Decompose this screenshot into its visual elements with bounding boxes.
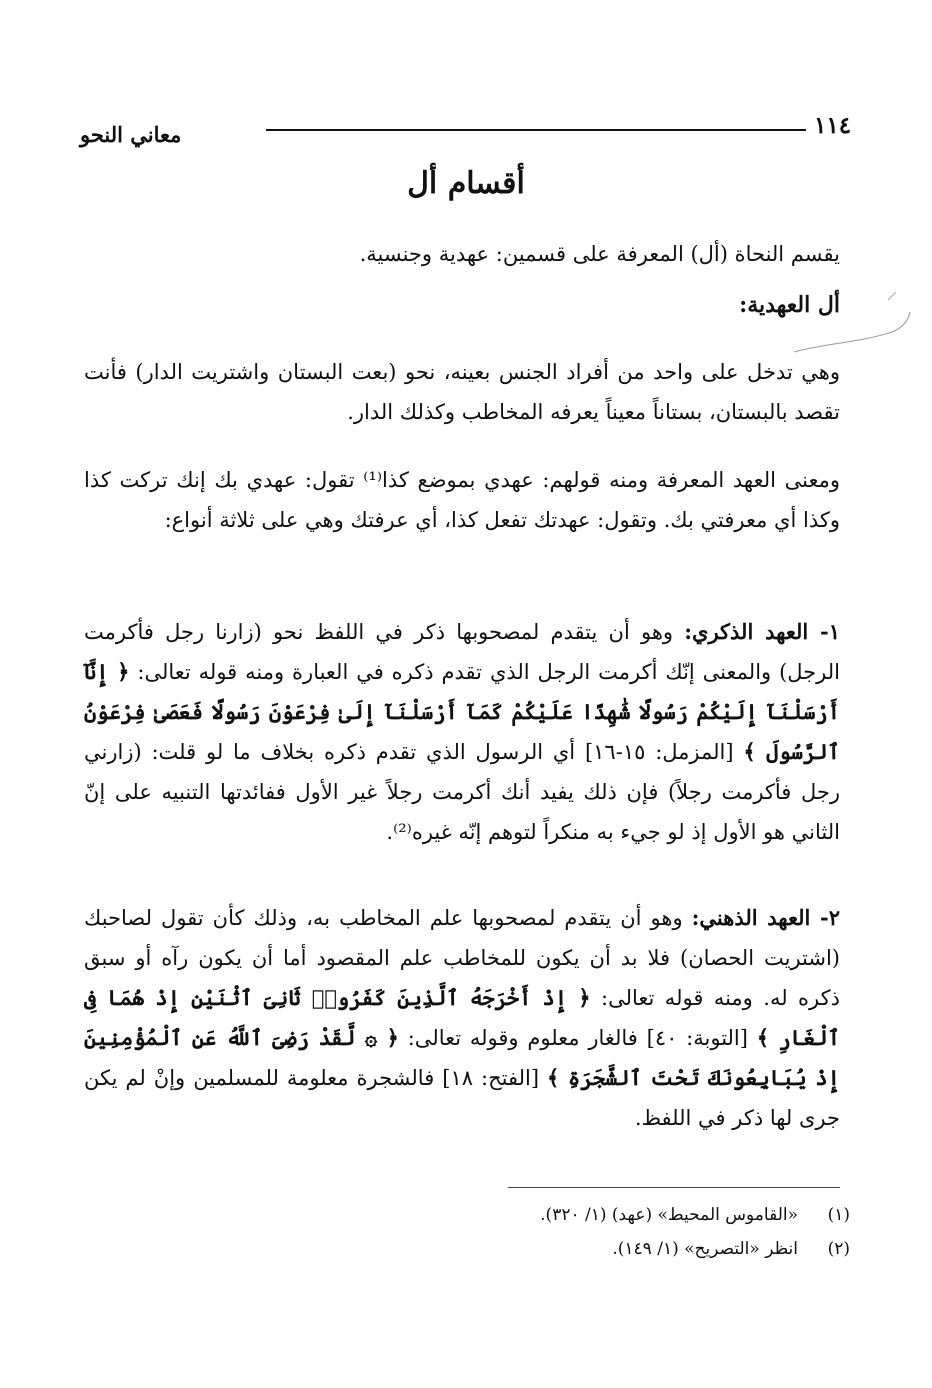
item-2-label: ٢- العهد الذهني:	[691, 905, 840, 930]
item-1-text-b: [المزمل: ١٥-١٦] أي الرسول الذي تقدم ذكره بخلاف ما لو قلت: (زارني رجل فأكرمت رجلاً) فإن ذلك يفيد أنك أكرمت رجلاً غير الأول ففائدتها التنبيه على إنّ الثاني هو الأول إذ لو جيء به منكراً لتوهم إنّه غيره⁽²⁾.	[84, 740, 840, 844]
subheading: أل العهدية:	[739, 292, 840, 318]
footnotes	[90, 1198, 850, 1266]
paragraph-1: وهي تدخل على واحد من أفراد الجنس بعينه، نحو (بعت البستان واشتريت الدار) فأنت تقصد بالبستان، بستاناً معيناً يعرفه المخاطب وكذلك الدار.	[84, 360, 840, 424]
running-title: معاني النحو	[80, 122, 182, 147]
footnote-2	[90, 1232, 850, 1266]
item-2-paragraph	[84, 898, 840, 1138]
item-2-text-a: وهو أن يتقدم لمصحوبها علم المخاطب به، وذلك كأن تقول لصاحبك (اشتريت الحصان) فلا بد أن يكون للمخاطب علم المقصود أما أن يكون رآه أو سبق ذكره له. ومنه قوله تعالى:	[84, 906, 840, 1010]
footnote-number: (١)	[827, 1205, 850, 1225]
footnote-text: «القاموس المحيط» (عهد) (١/ ٣٢٠).	[540, 1205, 798, 1225]
page-number: ١١٤	[814, 112, 852, 139]
item-2-text-b: [التوبة: ٤٠] فالغار معلوم وقوله تعالى:	[407, 1026, 748, 1050]
item-1-text-a: وهو أن يتقدم لمصحوبها ذكر في اللفظ نحو (زارنا رجل فأكرمت الرجل) والمعنى إنّك أكرمت الرجل الذي تقدم ذكره في العبارة ومنه قوله تعالى:	[84, 620, 840, 684]
paragraph-2: ومعنى العهد المعرفة ومنه قولهم: عهدي بموضع كذا⁽¹⁾ تقول: عهدي بك إنك تركت كذا وكذا أي معرفتي بك. وتقول: عهدتك تفعل كذا، أي عرفتك وهي على ثلاثة أنواع:	[84, 468, 840, 532]
header-rule	[266, 129, 806, 131]
footnote-1	[90, 1198, 850, 1232]
item-1-paragraph	[84, 612, 840, 852]
section-title: أقسام أل	[407, 166, 525, 201]
item-2-text-c: [الفتح: ١٨] فالشجرة معلومة للمسلمين وإنْ لم يكن جرى لها ذكر في اللفظ.	[84, 1066, 840, 1130]
page-header	[80, 108, 852, 148]
item-1-label: ١- العهد الذكري:	[684, 619, 841, 644]
item-2-verse-1: ﴿ إِذْ أَخْرَجَهُ ٱلَّذِينَ كَفَرُوا۟ ثَانِىَ ٱثْنَيْنِ إِذْ هُمَا فِى ٱلْغَارِ ﴾	[84, 985, 841, 1050]
item-2-verse-2: ﴿ ۞ لَّقَدْ رَضِىَ ٱللَّهُ عَنِ ٱلْمُؤْمِنِينَ إِذْ يُبَايِعُونَكَ تَحْتَ ٱلشَّجَرَةِ ﴾	[84, 1025, 840, 1090]
footnote-number: (٢)	[827, 1239, 850, 1259]
footnote-rule	[508, 1187, 840, 1188]
item-1-verse: ﴿ إِنَّآ أَرْسَلْنَآ إِلَيْكُمْ رَسُولًا شَٰهِدًا عَلَيْكُمْ كَمَآ أَرْسَلْنَآ إِلَىٰ فِرْعَوْنَ رَسُولًا فَعَصَىٰ فِرْعَوْنُ ٱلرَّسُولَ ﴾	[84, 659, 840, 764]
intro-paragraph: يقسم النحاة (أل) المعرفة على قسمين: عهدية وجنسية.	[359, 242, 840, 266]
footnote-text: انظر «التصريح» (١/ ١٤٩).	[612, 1239, 798, 1259]
